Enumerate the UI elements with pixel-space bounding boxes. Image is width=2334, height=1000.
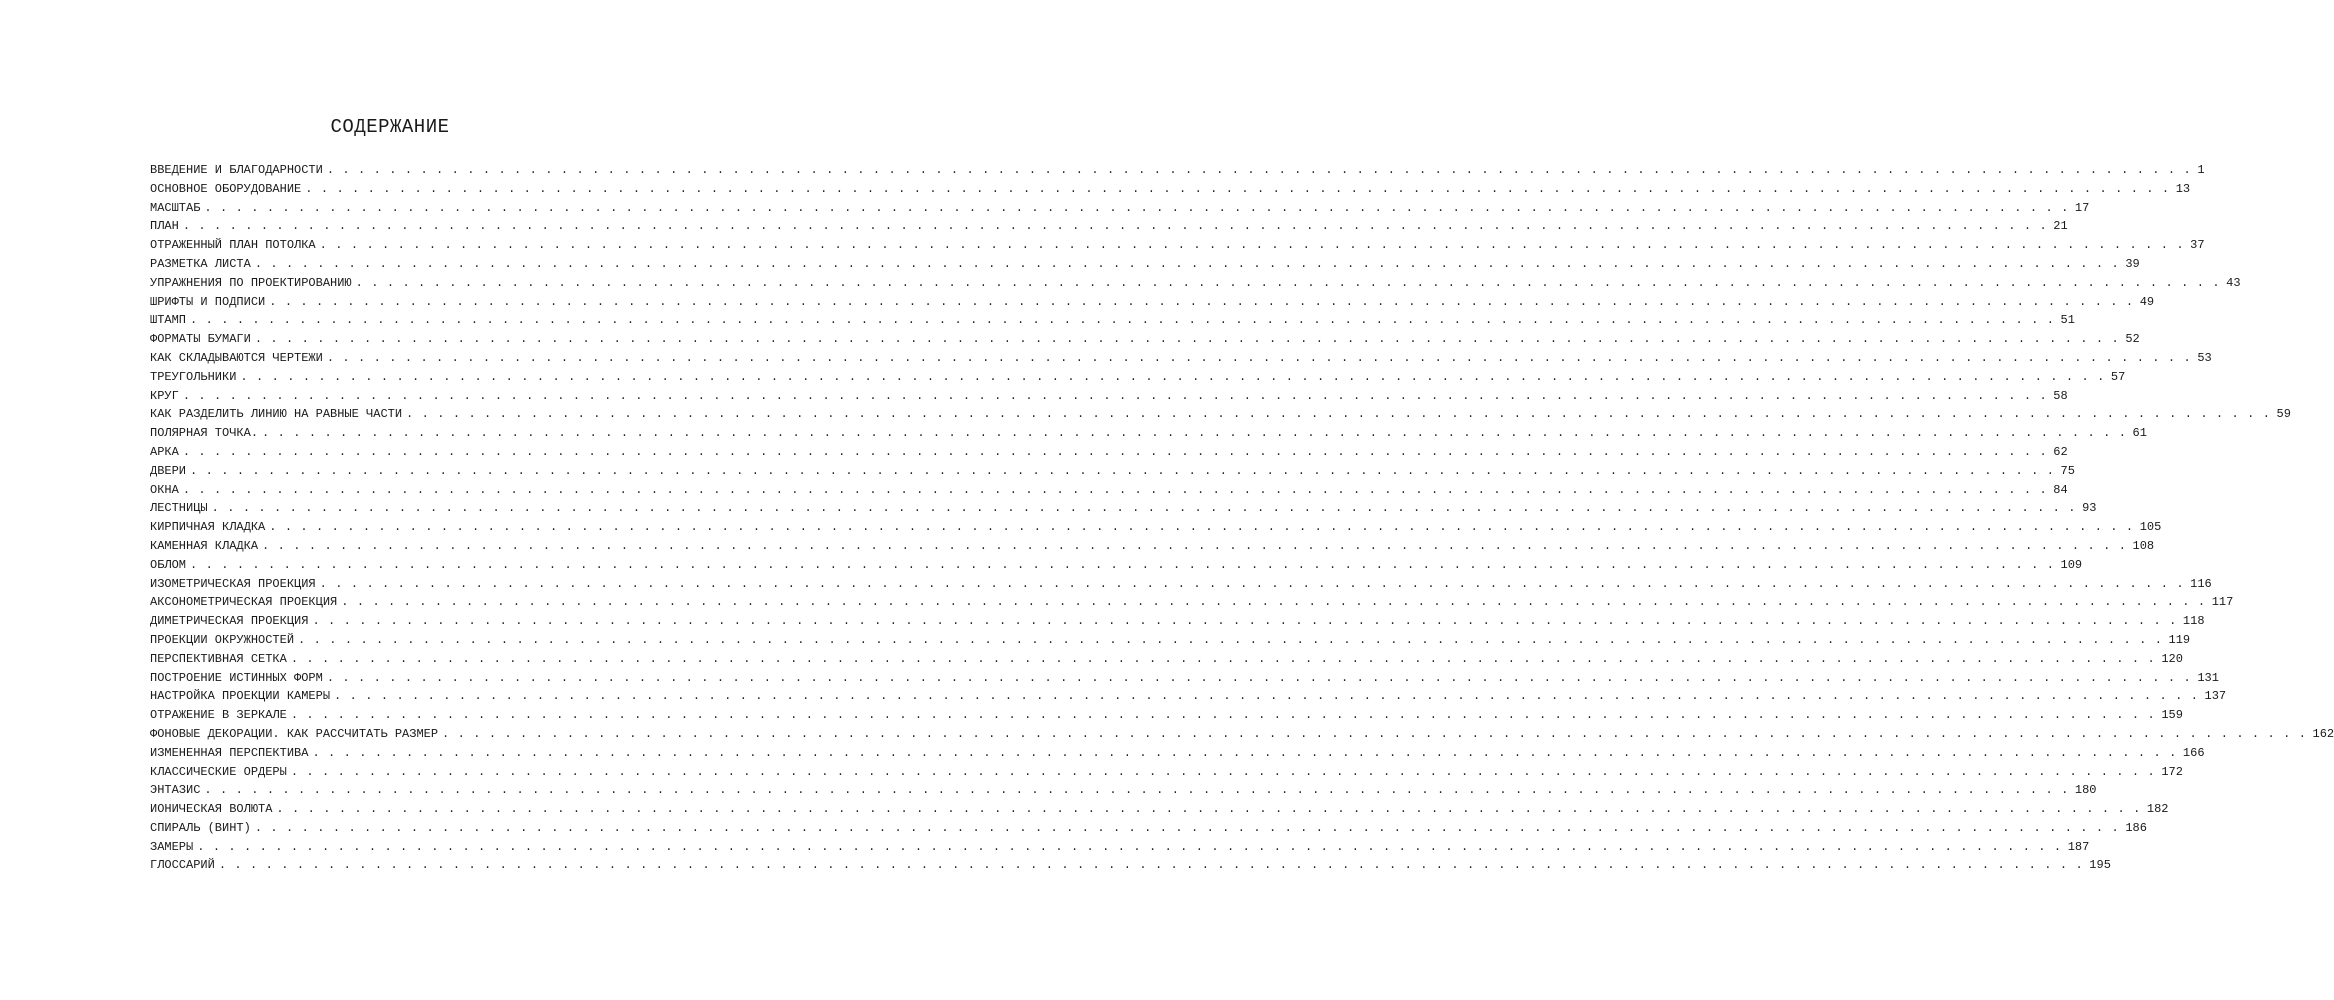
toc-entry xyxy=(150,781,2097,800)
toc-entry-page-number: 195 xyxy=(2089,858,2111,873)
toc-entry-page-number: 37 xyxy=(2190,238,2205,253)
toc-entry xyxy=(150,800,2169,819)
dot-leader: . . . . . . . . . . . . . . . . . . . . . . . . . . . . . . . . . . . . . . . . . . . . . . . . . . . . . . . . . . . . . . . . . . . . . . . . . . . . . . . . . . . . . . . . . . . . . . . . . . . . . . . . . . . . . . . . . . . . . . . . xyxy=(290,651,2156,666)
toc-entry-title: ОТРАЖЕНИЕ В ЗЕРКАЛЕ xyxy=(150,708,287,723)
toc-entry xyxy=(150,330,2140,349)
toc-entry xyxy=(150,556,2083,575)
toc-entry-title: ЭНТАЗИС xyxy=(150,783,201,798)
toc-entry xyxy=(150,255,2140,274)
toc-entry xyxy=(150,424,2147,443)
toc-entry xyxy=(150,856,2111,875)
toc-entry-page-number: 13 xyxy=(2175,181,2191,196)
dot-leader: . . . . . . . . . . . . . . . . . . . . . . . . . . . . . . . . . . . . . . . . . . . . . . . . . . . . . . . . . . . . . . . . . . . . . . . . . . . . . . . . . . . . . . . . . . . . . . . . . . . . . . . . . . . . . . . . . . . . . . . . xyxy=(305,181,2170,196)
toc-entry-title: КАМЕННАЯ КЛАДКА xyxy=(150,538,259,553)
toc-entry-title: ПРОЕКЦИИ ОКРУЖНОСТЕЙ xyxy=(150,632,295,647)
page-title: СОДЕРЖАНИЕ xyxy=(330,116,450,138)
toc-entry xyxy=(150,443,2068,462)
toc-entry xyxy=(150,161,2205,180)
toc-entry-page-number: 17 xyxy=(2074,200,2090,215)
toc-entry-page-number: 58 xyxy=(2053,388,2068,403)
dot-leader: . . . . . . . . . . . . . . . . . . . . . . . . . . . . . . . . . . . . . . . . . . . . . . . . . . . . . . . . . . . . . . . . . . . . . . . . . . . . . . . . . . . . . . . . . . . . . . . . . . . . . . . . . . . . . . . . . . . . . . . . xyxy=(190,463,2055,478)
toc-entry-title: ТРЕУГОЛЬНИКИ xyxy=(150,369,237,384)
toc-entry-page-number: 52 xyxy=(2125,332,2140,347)
dot-leader: . . . . . . . . . . . . . . . . . . . . . . . . . . . . . . . . . . . . . . . . . . . . . . . . . . . . . . . . . . . . . . . . . . . . . . . . . . . . . . . . . . . . . . . . . . . . . . . . . . . . . . . . . . . . . . . . . . . . . . . . xyxy=(254,256,2120,271)
dot-leader: . . . . . . . . . . . . . . . . . . . . . . . . . . . . . . . . . . . . . . . . . . . . . . . . . . . . . . . . . . . . . . . . . . . . . . . . . . . . . . . . . . . . . . . . . . . . . . . . . . . . . . . . . . . . . . . . . . . . . . . . xyxy=(319,576,2185,591)
toc-entry xyxy=(150,387,2068,406)
toc-entry-title: ПЛАН xyxy=(150,219,179,234)
toc-entry xyxy=(150,819,2147,838)
toc-entry-page-number: 39 xyxy=(2125,256,2140,271)
toc-entry-title: ГЛОССАРИЙ xyxy=(150,858,215,873)
toc-entry-title: АРКА xyxy=(150,444,179,459)
toc-entry-title: ДВЕРИ xyxy=(150,463,187,478)
toc-entry-page-number: 116 xyxy=(2190,576,2212,591)
dot-leader: . . . . . . . . . . . . . . . . . . . . . . . . . . . . . . . . . . . . . . . . . . . . . . . . . . . . . . . . . . . . . . . . . . . . . . . . . . . . . . . . . . . . . . . . . . . . . . . . . . . . . . . . . . . . . . . . . . . . . . . . xyxy=(182,482,2048,497)
toc-entry-page-number: 1 xyxy=(2197,163,2205,177)
toc-entry xyxy=(150,575,2212,594)
toc-entry-page-number: 119 xyxy=(2168,632,2191,647)
toc-entry xyxy=(150,368,2126,387)
toc-entry xyxy=(150,405,2291,424)
toc-entry xyxy=(150,349,2212,368)
dot-leader: . . . . . . . . . . . . . . . . . . . . . . . . . . . . . . . . . . . . . . . . . . . . . . . . . . . . . . . . . . . . . . . . . . . . . . . . . . . . . . . . . . . . . . . . . . . . . . . . . . . . . . . . . . . . . . . . . . . . . . . . xyxy=(298,632,2163,647)
toc-entry-page-number: 159 xyxy=(2161,708,2183,723)
dot-leader: . . . . . . . . . . . . . . . . . . . . . . . . . . . . . . . . . . . . . . . . . . . . . . . . . . . . . . . . . . . . . . . . . . . . . . . . . . . . . . . . . . . . . . . . . . . . . . . . . . . . . . . . . . . . . . . . . . . . . . . . xyxy=(269,520,2134,535)
toc-entry-title: СПИРАЛЬ (ВИНТ) xyxy=(150,820,251,835)
toc-entry xyxy=(150,687,2227,706)
toc-entry-title: РАЗМЕТКА ЛИСТА xyxy=(150,256,251,271)
dot-leader: . . . . . . . . . . . . . . . . . . . . . . . . . . . . . . . . . . . . . . . . . . . . . . . . . . . . . . . . . . . . . . . . . . . . . . . . . . . . . . . . . . . . . . . . . . . . . . . . . . . . . . . . . . . . . . . . . . . . . . . . xyxy=(204,200,2069,215)
toc-entry xyxy=(150,725,2334,744)
toc-entry-page-number: 186 xyxy=(2125,820,2147,835)
toc-entry-title: ВВЕДЕНИЕ И БЛАГОДАРНОСТИ xyxy=(150,163,323,177)
toc-entry-page-number: 75 xyxy=(2060,463,2075,478)
toc-entry-title: ЛЕСТНИЦЫ xyxy=(150,501,208,516)
dot-leader: . . . . . . . . . . . . . . . . . . . . . . . . . . . . . . . . . . . . . . . . . . . . . . . . . . . . . . . . . . . . . . . . . . . . . . . . . . . . . . . . . . . . . . . . . . . . . . . . . . . . . . . . . . . . . . . . . . . . . . . . xyxy=(254,332,2120,347)
toc-entry-page-number: 172 xyxy=(2161,764,2183,779)
toc-entry-page-number: 53 xyxy=(2197,350,2212,365)
dot-leader: . . . . . . . . . . . . . . . . . . . . . . . . . . . . . . . . . . . . . . . . . . . . . . . . . . . . . . . . . . . . . . . . . . . . . . . . . . . . . . . . . . . . . . . . . . . . . . . . . . . . . . . . . . . . . . . . . . . . . . . . xyxy=(254,820,2120,835)
toc-entry-title: ОТРАЖЕННЫЙ ПЛАН ПОТОЛКА xyxy=(150,238,316,253)
dot-leader: . . . . . . . . . . . . . . . . . . . . . . . . . . . . . . . . . . . . . . . . . . . . . . . . . . . . . . . . . . . . . . . . . . . . . . . . . . . . . . . . . . . . . . . . . . . . . . . . . . . . . . . . . . . . . . . . . . . . . . . . xyxy=(406,407,2271,422)
dot-leader: . . . . . . . . . . . . . . . . . . . . . . . . . . . . . . . . . . . . . . . . . . . . . . . . . . . . . . . . . . . . . . . . . . . . . . . . . . . . . . . . . . . . . . . . . . . . . . . . . . . . . . . . . . . . . . . . . . . . . . . . xyxy=(290,708,2156,723)
toc-entry xyxy=(150,631,2191,650)
toc-entry xyxy=(150,311,2075,330)
toc-entry-title: УПРАЖНЕНИЯ ПО ПРОЕКТИРОВАНИЮ xyxy=(150,275,352,290)
toc-entry xyxy=(150,274,2241,293)
dot-leader: . . . . . . . . . . . . . . . . . . . . . . . . . . . . . . . . . . . . . . . . . . . . . . . . . . . . . . . . . . . . . . . . . . . . . . . . . . . . . . . . . . . . . . . . . . . . . . . . . . . . . . . . . . . . . . . . . . . . . . . . xyxy=(355,275,2221,290)
toc-entry xyxy=(150,706,2183,725)
toc-entry-page-number: 43 xyxy=(2226,275,2241,290)
dot-leader: . . . . . . . . . . . . . . . . . . . . . . . . . . . . . . . . . . . . . . . . . . . . . . . . . . . . . . . . . . . . . . . . . . . . . . . . . . . . . . . . . . . . . . . . . . . . . . . . . . . . . . . . . . . . . . . . . . . . . . . . xyxy=(341,595,2206,610)
dot-leader: . . . . . . . . . . . . . . . . . . . . . . . . . . . . . . . . . . . . . . . . . . . . . . . . . . . . . . . . . . . . . . . . . . . . . . . . . . . . . . . . . . . . . . . . . . . . . . . . . . . . . . . . . . . . . . . . . . . . . . . . xyxy=(218,858,2084,873)
toc-entry-page-number: 21 xyxy=(2053,219,2068,234)
toc-entry xyxy=(150,481,2068,500)
dot-leader: . . . . . . . . . . . . . . . . . . . . . . . . . . . . . . . . . . . . . . . . . . . . . . . . . . . . . . . . . . . . . . . . . . . . . . . . . . . . . . . . . . . . . . . . . . . . . . . . . . . . . . . . . . . . . . . . . . . . . . . . xyxy=(319,238,2185,253)
dot-leader: . . . . . . . . . . . . . . . . . . . . . . . . . . . . . . . . . . . . . . . . . . . . . . . . . . . . . . . . . . . . . . . . . . . . . . . . . . . . . . . . . . . . . . . . . . . . . . . . . . . . . . . . . . . . . . . . . . . . . . . . xyxy=(262,426,2127,441)
dot-leader: . . . . . . . . . . . . . . . . . . . . . . . . . . . . . . . . . . . . . . . . . . . . . . . . . . . . . . . . . . . . . . . . . . . . . . . . . . . . . . . . . . . . . . . . . . . . . . . . . . . . . . . . . . . . . . . . . . . . . . . . xyxy=(182,219,2048,234)
toc-entry xyxy=(150,180,2191,199)
dot-leader: . . . . . . . . . . . . . . . . . . . . . . . . . . . . . . . . . . . . . . . . . . . . . . . . . . . . . . . . . . . . . . . . . . . . . . . . . . . . . . . . . . . . . . . . . . . . . . . . . . . . . . . . . . . . . . . . . . . . . . . . xyxy=(204,783,2069,798)
toc-entry-title: КАК РАЗДЕЛИТЬ ЛИНИЮ НА РАВНЫЕ ЧАСТИ xyxy=(150,407,403,422)
toc-entry-page-number: 182 xyxy=(2146,802,2169,817)
toc-entry xyxy=(150,236,2205,255)
toc-entry xyxy=(150,537,2155,556)
toc-entry-title: ИОНИЧЕСКАЯ ВОЛЮТА xyxy=(150,802,273,817)
dot-leader: . . . . . . . . . . . . . . . . . . . . . . . . . . . . . . . . . . . . . . . . . . . . . . . . . . . . . . . . . . . . . . . . . . . . . . . . . . . . . . . . . . . . . . . . . . . . . . . . . . . . . . . . . . . . . . . . . . . . . . . . xyxy=(312,614,2177,629)
toc-entry-title: ФОРМАТЫ БУМАГИ xyxy=(150,332,251,347)
toc-entry xyxy=(150,293,2155,312)
toc-entry xyxy=(150,838,2090,857)
table-of-contents xyxy=(150,161,2334,875)
toc-entry-title: ОСНОВНОЕ ОБОРУДОВАНИЕ xyxy=(150,181,302,196)
toc-entry-title: МАСШТАБ xyxy=(150,200,201,215)
toc-entry xyxy=(150,518,2162,537)
toc-entry-page-number: 51 xyxy=(2060,313,2075,328)
toc-entry-title: КАК СКЛАДЫВАЮТСЯ ЧЕРТЕЖИ xyxy=(150,350,323,365)
toc-entry-title: ШТАМП xyxy=(150,313,187,328)
toc-entry xyxy=(150,462,2075,481)
toc-entry-title: КРУГ xyxy=(150,388,179,403)
toc-entry-page-number: 118 xyxy=(2182,614,2205,629)
toc-entry-title: ОБЛОМ xyxy=(150,557,187,572)
toc-entry-title: КЛАССИЧЕСКИЕ ОРДЕРЫ xyxy=(150,764,287,779)
toc-entry xyxy=(150,669,2219,688)
toc-entry-title: ФОНОВЫЕ ДЕКОРАЦИИ. КАК РАССЧИТАТЬ РАЗМЕР xyxy=(150,726,439,741)
toc-entry-page-number: 84 xyxy=(2053,482,2068,497)
toc-entry-title: ДИМЕТРИЧЕСКАЯ ПРОЕКЦИЯ xyxy=(150,614,309,629)
dot-leader: . . . . . . . . . . . . . . . . . . . . . . . . . . . . . . . . . . . . . . . . . . . . . . . . . . . . . . . . . . . . . . . . . . . . . . . . . . . . . . . . . . . . . . . . . . . . . . . . . . . . . . . . . . . . . . . . . . . . . . . . xyxy=(262,538,2127,553)
dot-leader: . . . . . . . . . . . . . . . . . . . . . . . . . . . . . . . . . . . . . . . . . . . . . . . . . . . . . . . . . . . . . . . . . . . . . . . . . . . . . . . . . . . . . . . . . . . . . . . . . . . . . . . . . . . . . . . . . . . . . . . . xyxy=(290,764,2156,779)
toc-entry-title: ПЕРСПЕКТИВНАЯ СЕТКА xyxy=(150,651,287,666)
dot-leader: . . . . . . . . . . . . . . . . . . . . . . . . . . . . . . . . . . . . . . . . . . . . . . . . . . . . . . . . . . . . . . . . . . . . . . . . . . . . . . . . . . . . . . . . . . . . . . . . . . . . . . . . . . . . . . . . . . . . . . . . xyxy=(197,839,2062,854)
toc-entry xyxy=(150,199,2090,218)
toc-entry-title: ИЗОМЕТРИЧЕСКАЯ ПРОЕКЦИЯ xyxy=(150,576,316,591)
toc-entry xyxy=(150,593,2234,612)
toc-entry-page-number: 117 xyxy=(2211,595,2234,610)
toc-entry-page-number: 49 xyxy=(2139,294,2155,309)
toc-entry-page-number: 109 xyxy=(2060,557,2083,572)
toc-entry-page-number: 131 xyxy=(2197,670,2219,685)
dot-leader: . . . . . . . . . . . . . . . . . . . . . . . . . . . . . . . . . . . . . . . . . . . . . . . . . . . . . . . . . . . . . . . . . . . . . . . . . . . . . . . . . . . . . . . . . . . . . . . . . . . . . . . . . . . . . . . . . . . . . . . . xyxy=(182,388,2048,403)
dot-leader: . . . . . . . . . . . . . . . . . . . . . . . . . . . . . . . . . . . . . . . . . . . . . . . . . . . . . . . . . . . . . . . . . . . . . . . . . . . . . . . . . . . . . . . . . . . . . . . . . . . . . . . . . . . . . . . . . . . . . . . . xyxy=(211,501,2077,516)
dot-leader: . . . . . . . . . . . . . . . . . . . . . . . . . . . . . . . . . . . . . . . . . . . . . . . . . . . . . . . . . . . . . . . . . . . . . . . . . . . . . . . . . . . . . . . . . . . . . . . . . . . . . . . . . . . . . . . . . . . . . . . . xyxy=(190,313,2055,328)
toc-entry-page-number: 162 xyxy=(2312,726,2334,741)
toc-entry xyxy=(150,499,2097,518)
toc-entry-page-number: 137 xyxy=(2204,689,2227,704)
toc-entry-title: НАСТРОЙКА ПРОЕКЦИИ КАМЕРЫ xyxy=(150,689,331,704)
toc-entry-page-number: 59 xyxy=(2276,407,2291,422)
toc-entry-title: АКСОНОМЕТРИЧЕСКАЯ ПРОЕКЦИЯ xyxy=(150,595,338,610)
dot-leader: . . . . . . . . . . . . . . . . . . . . . . . . . . . . . . . . . . . . . . . . . . . . . . . . . . . . . . . . . . . . . . . . . . . . . . . . . . . . . . . . . . . . . . . . . . . . . . . . . . . . . . . . . . . . . . . . . . . . . . . . xyxy=(326,163,2192,177)
dot-leader: . . . . . . . . . . . . . . . . . . . . . . . . . . . . . . . . . . . . . . . . . . . . . . . . . . . . . . . . . . . . . . . . . . . . . . . . . . . . . . . . . . . . . . . . . . . . . . . . . . . . . . . . . . . . . . . . . . . . . . . . xyxy=(276,802,2141,817)
toc-entry-page-number: 93 xyxy=(2082,501,2097,516)
toc-entry-title: ИЗМЕНЕННАЯ ПЕРСПЕКТИВА xyxy=(150,745,309,760)
toc-entry-page-number: 61 xyxy=(2132,426,2147,441)
toc-entry-page-number: 62 xyxy=(2053,444,2068,459)
toc-entry-page-number: 180 xyxy=(2074,783,2097,798)
toc-entry xyxy=(150,744,2205,763)
toc-entry-page-number: 57 xyxy=(2110,369,2126,384)
dot-leader: . . . . . . . . . . . . . . . . . . . . . . . . . . . . . . . . . . . . . . . . . . . . . . . . . . . . . . . . . . . . . . . . . . . . . . . . . . . . . . . . . . . . . . . . . . . . . . . . . . . . . . . . . . . . . . . . . . . . . . . . xyxy=(190,557,2055,572)
toc-entry-title: ОКНА xyxy=(150,482,179,497)
toc-entry-title: ЗАМЕРЫ xyxy=(150,839,194,854)
toc-entry-page-number: 166 xyxy=(2182,745,2205,760)
toc-entry-title: ПОСТРОЕНИЕ ИСТИННЫХ ФОРМ xyxy=(150,670,323,685)
dot-leader: . . . . . . . . . . . . . . . . . . . . . . . . . . . . . . . . . . . . . . . . . . . . . . . . . . . . . . . . . . . . . . . . . . . . . . . . . . . . . . . . . . . . . . . . . . . . . . . . . . . . . . . . . . . . . . . . . . . . . . . . xyxy=(182,444,2048,459)
dot-leader: . . . . . . . . . . . . . . . . . . . . . . . . . . . . . . . . . . . . . . . . . . . . . . . . . . . . . . . . . . . . . . . . . . . . . . . . . . . . . . . . . . . . . . . . . . . . . . . . . . . . . . . . . . . . . . . . . . . . . . . . xyxy=(442,726,2307,741)
toc-entry xyxy=(150,217,2068,236)
toc-entry-page-number: 187 xyxy=(2067,839,2090,854)
dot-leader: . . . . . . . . . . . . . . . . . . . . . . . . . . . . . . . . . . . . . . . . . . . . . . . . . . . . . . . . . . . . . . . . . . . . . . . . . . . . . . . . . . . . . . . . . . . . . . . . . . . . . . . . . . . . . . . . . . . . . . . . xyxy=(326,350,2192,365)
toc-entry-page-number: 108 xyxy=(2132,538,2155,553)
dot-leader: . . . . . . . . . . . . . . . . . . . . . . . . . . . . . . . . . . . . . . . . . . . . . . . . . . . . . . . . . . . . . . . . . . . . . . . . . . . . . . . . . . . . . . . . . . . . . . . . . . . . . . . . . . . . . . . . . . . . . . . . xyxy=(240,369,2105,384)
toc-entry-title: КИРПИЧНАЯ КЛАДКА xyxy=(150,520,266,535)
toc-entry xyxy=(150,763,2183,782)
toc-entry-title: ПОЛЯРНАЯ ТОЧКА. xyxy=(150,426,259,441)
toc-entry-title: ШРИФТЫ И ПОДПИСИ xyxy=(150,294,266,309)
dot-leader: . . . . . . . . . . . . . . . . . . . . . . . . . . . . . . . . . . . . . . . . . . . . . . . . . . . . . . . . . . . . . . . . . . . . . . . . . . . . . . . . . . . . . . . . . . . . . . . . . . . . . . . . . . . . . . . . . . . . . . . . xyxy=(269,294,2134,309)
toc-entry-page-number: 120 xyxy=(2161,651,2183,666)
toc-entry xyxy=(150,650,2183,669)
dot-leader: . . . . . . . . . . . . . . . . . . . . . . . . . . . . . . . . . . . . . . . . . . . . . . . . . . . . . . . . . . . . . . . . . . . . . . . . . . . . . . . . . . . . . . . . . . . . . . . . . . . . . . . . . . . . . . . . . . . . . . . . xyxy=(326,670,2192,685)
dot-leader: . . . . . . . . . . . . . . . . . . . . . . . . . . . . . . . . . . . . . . . . . . . . . . . . . . . . . . . . . . . . . . . . . . . . . . . . . . . . . . . . . . . . . . . . . . . . . . . . . . . . . . . . . . . . . . . . . . . . . . . . xyxy=(334,689,2199,704)
dot-leader: . . . . . . . . . . . . . . . . . . . . . . . . . . . . . . . . . . . . . . . . . . . . . . . . . . . . . . . . . . . . . . . . . . . . . . . . . . . . . . . . . . . . . . . . . . . . . . . . . . . . . . . . . . . . . . . . . . . . . . . . xyxy=(312,745,2177,760)
toc-entry-page-number: 105 xyxy=(2139,520,2162,535)
toc-entry xyxy=(150,612,2205,631)
